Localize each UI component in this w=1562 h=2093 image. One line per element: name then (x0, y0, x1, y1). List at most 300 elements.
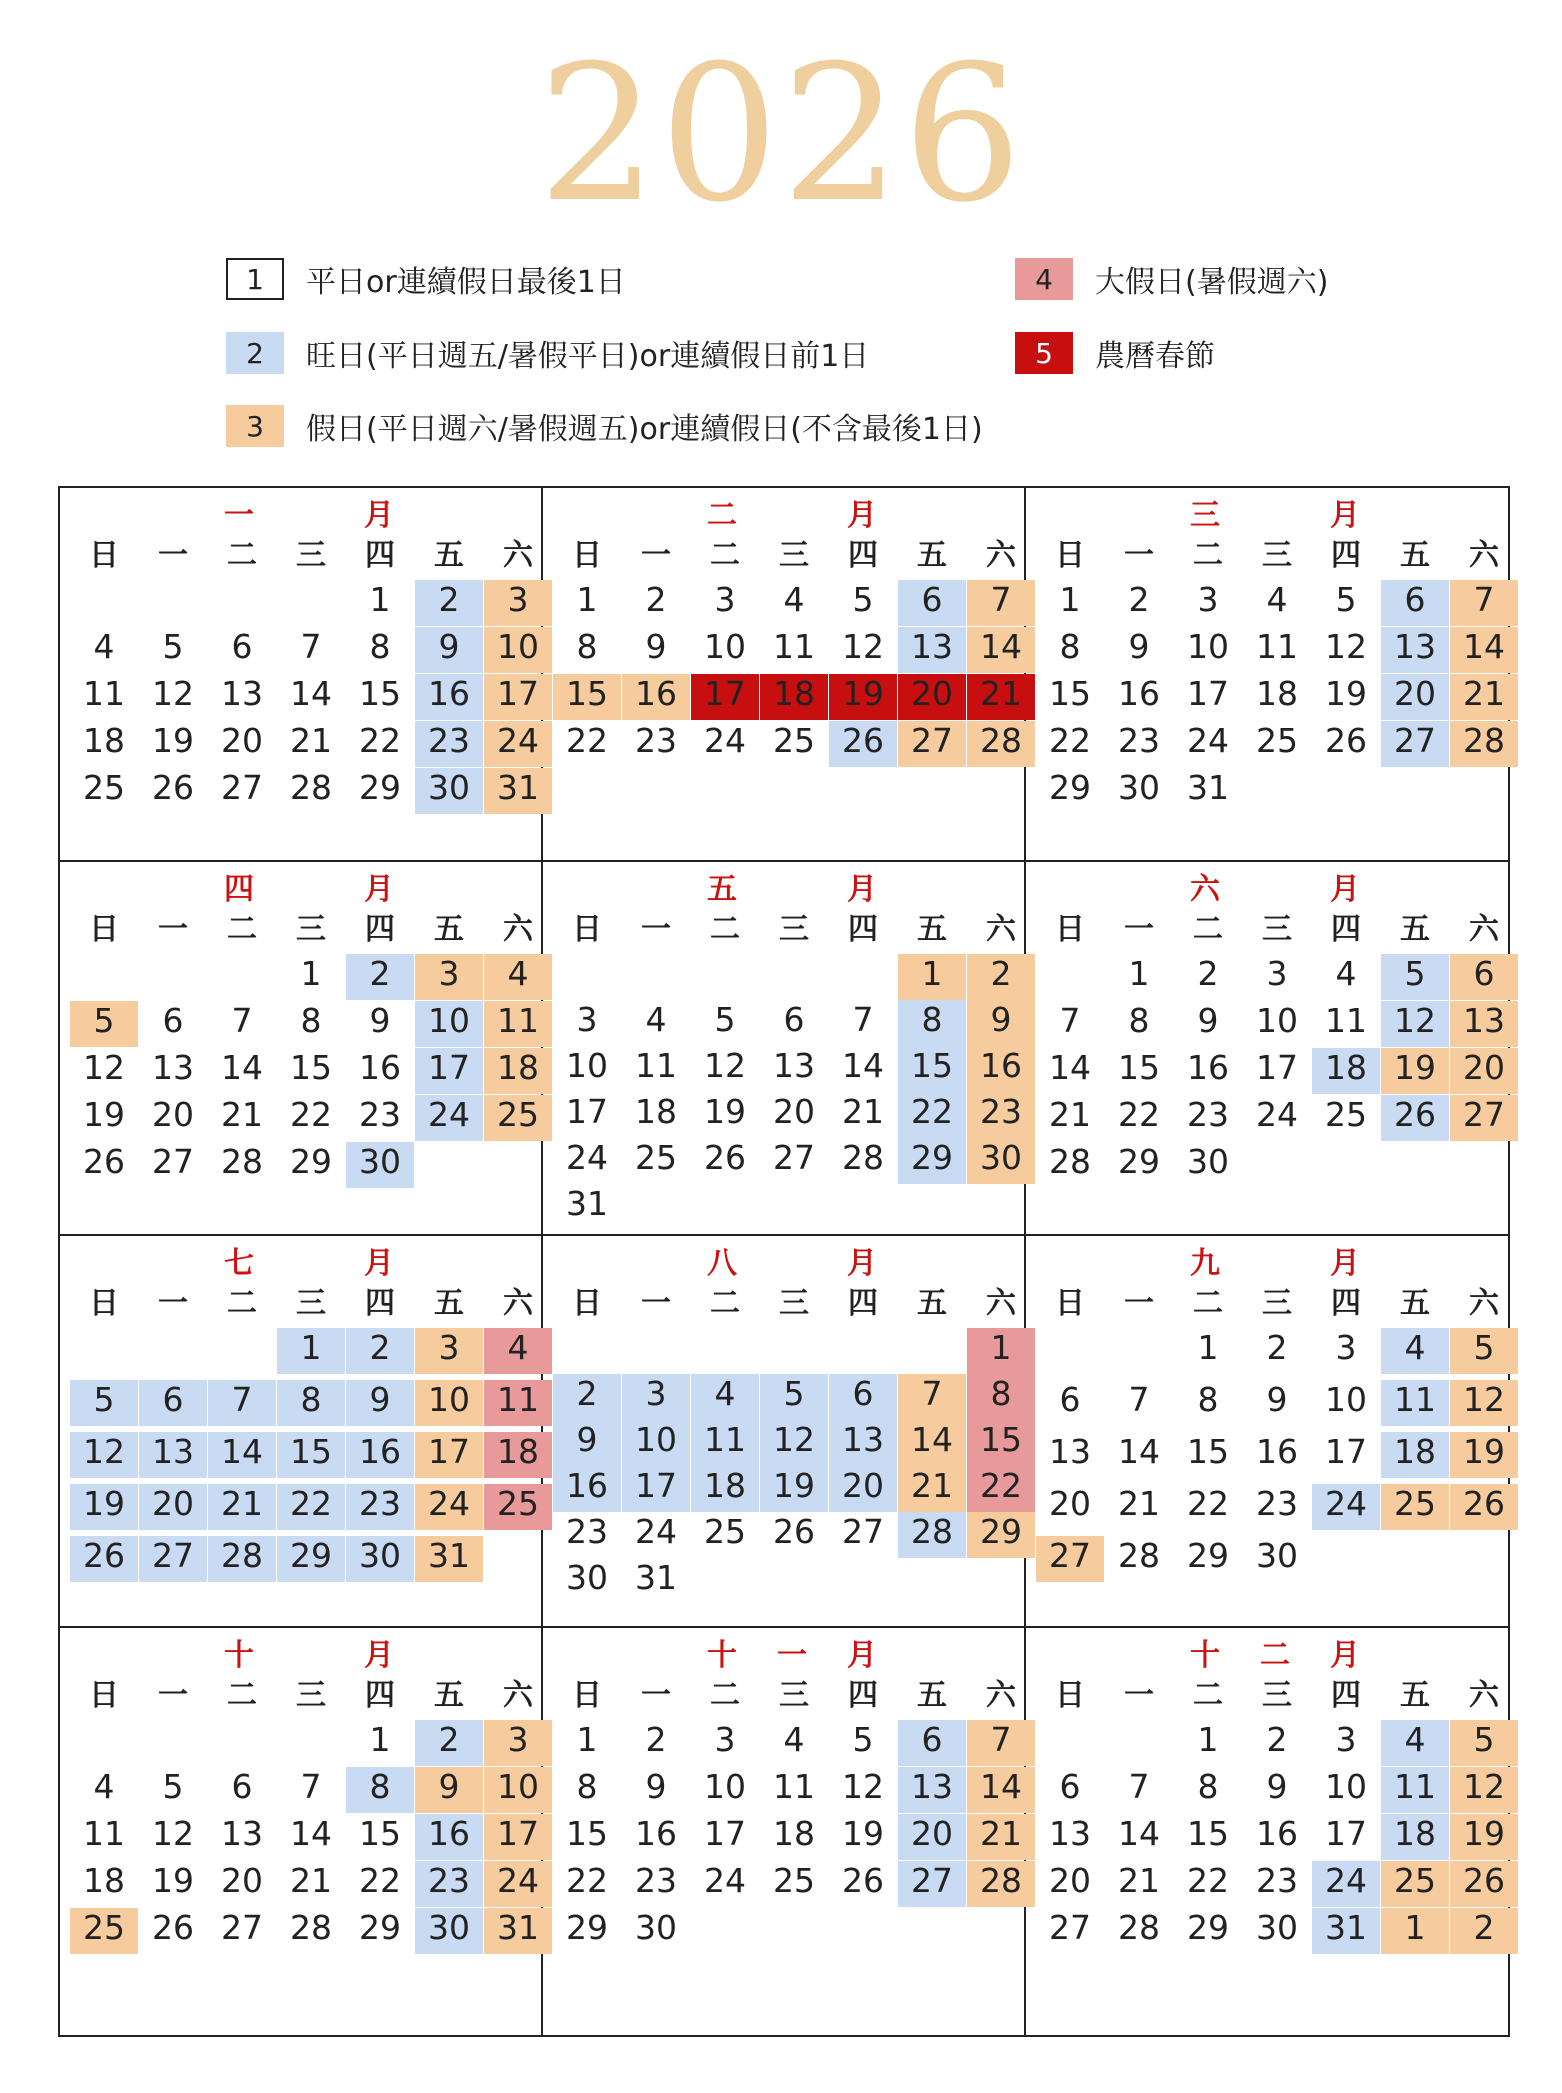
day-cell[interactable]: 5 (162, 1767, 184, 1806)
day-cell[interactable]: 9 (1128, 627, 1150, 666)
day-cell[interactable]: 17 (1256, 1048, 1298, 1087)
day-cell[interactable]: 12 (70, 1432, 138, 1478)
day-cell[interactable]: 18 (484, 1432, 552, 1478)
day-cell[interactable]: 26 (842, 1861, 884, 1900)
day-cell[interactable]: 26 (829, 721, 897, 767)
day-cell[interactable]: 10 (1325, 1380, 1367, 1419)
day-cell[interactable]: 9 (645, 627, 667, 666)
day-cell[interactable]: 17 (484, 674, 552, 720)
day-cell[interactable]: 10 (1256, 1001, 1298, 1040)
day-cell[interactable]: 23 (1256, 1484, 1298, 1523)
day-cell[interactable]: 10 (566, 1046, 608, 1085)
day-cell[interactable]: 7 (300, 1767, 322, 1806)
day-cell[interactable]: 27 (139, 1536, 207, 1582)
day-cell[interactable]: 12 (152, 674, 194, 713)
day-cell[interactable]: 6 (1450, 954, 1518, 1000)
day-cell[interactable]: 22 (1118, 1095, 1160, 1134)
day-cell[interactable]: 12 (1450, 1767, 1518, 1813)
day-cell[interactable]: 19 (152, 721, 194, 760)
day-cell[interactable]: 5 (70, 1001, 138, 1047)
day-cell[interactable]: 7 (1059, 1001, 1081, 1040)
day-cell[interactable]: 17 (1325, 1432, 1367, 1471)
day-cell[interactable]: 7 (967, 580, 1035, 626)
day-cell[interactable]: 13 (221, 674, 263, 713)
day-cell[interactable]: 22 (1187, 1484, 1229, 1523)
day-cell[interactable]: 2 (1450, 1908, 1518, 1954)
day-cell[interactable]: 29 (290, 1142, 332, 1181)
day-cell[interactable]: 21 (208, 1484, 276, 1530)
day-cell[interactable]: 6 (1059, 1380, 1081, 1419)
day-cell[interactable]: 16 (553, 1466, 621, 1512)
day-cell[interactable]: 20 (1049, 1861, 1091, 1900)
day-cell[interactable]: 18 (484, 1048, 552, 1094)
day-cell[interactable]: 5 (852, 580, 874, 619)
day-cell[interactable]: 21 (898, 1466, 966, 1512)
day-cell[interactable]: 2 (346, 1328, 414, 1374)
day-cell[interactable]: 24 (484, 1861, 552, 1907)
day-cell[interactable]: 26 (1450, 1861, 1518, 1907)
day-cell[interactable]: 7 (231, 1001, 253, 1040)
day-cell[interactable]: 19 (829, 674, 897, 720)
day-cell[interactable]: 28 (1450, 721, 1518, 767)
day-cell[interactable]: 16 (359, 1048, 401, 1087)
day-cell[interactable]: 27 (1450, 1095, 1518, 1141)
day-cell[interactable]: 8 (1128, 1001, 1150, 1040)
day-cell[interactable]: 29 (1049, 768, 1091, 807)
day-cell[interactable]: 9 (967, 1000, 1035, 1046)
day-cell[interactable]: 8 (1197, 1767, 1219, 1806)
day-cell[interactable]: 24 (635, 1512, 677, 1551)
day-cell[interactable]: 18 (83, 1861, 125, 1900)
day-cell[interactable]: 8 (1059, 627, 1081, 666)
day-cell[interactable]: 10 (622, 1420, 690, 1466)
day-cell[interactable]: 24 (704, 721, 746, 760)
day-cell[interactable]: 11 (484, 1380, 552, 1426)
day-cell[interactable]: 6 (139, 1380, 207, 1426)
day-cell[interactable]: 16 (346, 1432, 414, 1478)
day-cell[interactable]: 31 (566, 1184, 608, 1223)
day-cell[interactable]: 10 (415, 1380, 483, 1426)
day-cell[interactable]: 6 (783, 1000, 805, 1039)
day-cell[interactable]: 16 (967, 1046, 1035, 1092)
day-cell[interactable]: 22 (277, 1484, 345, 1530)
day-cell[interactable]: 27 (898, 1861, 966, 1907)
day-cell[interactable]: 15 (359, 674, 401, 713)
day-cell[interactable]: 16 (622, 674, 690, 720)
day-cell[interactable]: 14 (1049, 1048, 1091, 1087)
day-cell[interactable]: 15 (553, 674, 621, 720)
day-cell[interactable]: 13 (152, 1048, 194, 1087)
day-cell[interactable]: 6 (829, 1374, 897, 1420)
day-cell[interactable]: 30 (346, 1142, 414, 1188)
day-cell[interactable]: 8 (300, 1001, 322, 1040)
day-cell[interactable]: 30 (635, 1908, 677, 1947)
day-cell[interactable]: 14 (290, 1814, 332, 1853)
day-cell[interactable]: 17 (484, 1814, 552, 1860)
day-cell[interactable]: 6 (231, 627, 253, 666)
day-cell[interactable]: 31 (484, 1908, 552, 1954)
day-cell[interactable]: 25 (773, 1861, 815, 1900)
day-cell[interactable]: 22 (967, 1466, 1035, 1512)
day-cell[interactable]: 17 (415, 1048, 483, 1094)
day-cell[interactable]: 5 (1335, 580, 1357, 619)
day-cell[interactable]: 25 (484, 1484, 552, 1530)
day-cell[interactable]: 29 (359, 1908, 401, 1947)
day-cell[interactable]: 1 (576, 580, 598, 619)
day-cell[interactable]: 22 (359, 1861, 401, 1900)
day-cell[interactable]: 10 (484, 1767, 552, 1813)
day-cell[interactable]: 19 (1381, 1048, 1449, 1094)
day-cell[interactable]: 18 (1256, 674, 1298, 713)
day-cell[interactable]: 28 (967, 1861, 1035, 1907)
day-cell[interactable]: 11 (484, 1001, 552, 1047)
day-cell[interactable]: 28 (1118, 1908, 1160, 1947)
day-cell[interactable]: 30 (1256, 1908, 1298, 1947)
day-cell[interactable]: 18 (635, 1092, 677, 1131)
day-cell[interactable]: 20 (1381, 674, 1449, 720)
day-cell[interactable]: 19 (1450, 1814, 1518, 1860)
day-cell[interactable]: 1 (1197, 1720, 1219, 1759)
day-cell[interactable]: 1 (898, 954, 966, 1000)
day-cell[interactable]: 28 (898, 1512, 966, 1558)
day-cell[interactable]: 10 (1187, 627, 1229, 666)
day-cell[interactable]: 5 (1450, 1328, 1518, 1374)
day-cell[interactable]: 27 (898, 721, 966, 767)
day-cell[interactable]: 2 (967, 954, 1035, 1000)
day-cell[interactable]: 28 (221, 1142, 263, 1181)
day-cell[interactable]: 31 (415, 1536, 483, 1582)
day-cell[interactable]: 8 (369, 627, 391, 666)
day-cell[interactable]: 28 (208, 1536, 276, 1582)
day-cell[interactable]: 19 (842, 1814, 884, 1853)
day-cell[interactable]: 8 (576, 1767, 598, 1806)
day-cell[interactable]: 2 (645, 1720, 667, 1759)
day-cell[interactable]: 23 (415, 721, 483, 767)
day-cell[interactable]: 24 (1187, 721, 1229, 760)
day-cell[interactable]: 10 (704, 1767, 746, 1806)
day-cell[interactable]: 25 (773, 721, 815, 760)
day-cell[interactable]: 27 (221, 1908, 263, 1947)
day-cell[interactable]: 1 (300, 954, 322, 993)
day-cell[interactable]: 13 (829, 1420, 897, 1466)
day-cell[interactable]: 25 (1325, 1095, 1367, 1134)
day-cell[interactable]: 16 (415, 1814, 483, 1860)
day-cell[interactable]: 29 (566, 1908, 608, 1947)
day-cell[interactable]: 1 (369, 1720, 391, 1759)
day-cell[interactable]: 3 (576, 1000, 598, 1039)
day-cell[interactable]: 23 (967, 1092, 1035, 1138)
day-cell[interactable]: 12 (704, 1046, 746, 1085)
day-cell[interactable]: 11 (1381, 1767, 1449, 1813)
day-cell[interactable]: 12 (83, 1048, 125, 1087)
day-cell[interactable]: 5 (162, 627, 184, 666)
day-cell[interactable]: 11 (773, 627, 815, 666)
day-cell[interactable]: 11 (83, 674, 125, 713)
day-cell[interactable]: 9 (553, 1420, 621, 1466)
day-cell[interactable]: 30 (566, 1558, 608, 1597)
day-cell[interactable]: 3 (415, 1328, 483, 1374)
day-cell[interactable]: 17 (1187, 674, 1229, 713)
day-cell[interactable]: 2 (346, 954, 414, 1000)
day-cell[interactable]: 18 (83, 721, 125, 760)
day-cell[interactable]: 30 (346, 1536, 414, 1582)
day-cell[interactable]: 4 (645, 1000, 667, 1039)
day-cell[interactable]: 16 (1256, 1814, 1298, 1853)
day-cell[interactable]: 16 (1118, 674, 1160, 713)
day-cell[interactable]: 24 (1312, 1861, 1380, 1907)
day-cell[interactable]: 26 (1450, 1484, 1518, 1530)
day-cell[interactable]: 24 (566, 1138, 608, 1177)
day-cell[interactable]: 14 (290, 674, 332, 713)
day-cell[interactable]: 7 (1128, 1380, 1150, 1419)
day-cell[interactable]: 29 (967, 1512, 1035, 1558)
day-cell[interactable]: 12 (1450, 1380, 1518, 1426)
day-cell[interactable]: 1 (1059, 580, 1081, 619)
day-cell[interactable]: 20 (773, 1092, 815, 1131)
day-cell[interactable]: 9 (415, 1767, 483, 1813)
day-cell[interactable]: 9 (346, 1380, 414, 1426)
day-cell[interactable]: 3 (484, 580, 552, 626)
day-cell[interactable]: 15 (967, 1420, 1035, 1466)
day-cell[interactable]: 15 (290, 1048, 332, 1087)
day-cell[interactable]: 3 (1197, 580, 1219, 619)
day-cell[interactable]: 15 (1187, 1814, 1229, 1853)
day-cell[interactable]: 25 (484, 1095, 552, 1141)
day-cell[interactable]: 22 (1187, 1861, 1229, 1900)
day-cell[interactable]: 14 (967, 627, 1035, 673)
day-cell[interactable]: 16 (1256, 1432, 1298, 1471)
day-cell[interactable]: 23 (635, 721, 677, 760)
day-cell[interactable]: 6 (231, 1767, 253, 1806)
day-cell[interactable]: 26 (70, 1536, 138, 1582)
day-cell[interactable]: 29 (277, 1536, 345, 1582)
day-cell[interactable]: 14 (1118, 1814, 1160, 1853)
day-cell[interactable]: 24 (1256, 1095, 1298, 1134)
day-cell[interactable]: 21 (1118, 1484, 1160, 1523)
day-cell[interactable]: 23 (1256, 1861, 1298, 1900)
day-cell[interactable]: 17 (691, 674, 759, 720)
day-cell[interactable]: 4 (691, 1374, 759, 1420)
day-cell[interactable]: 7 (898, 1374, 966, 1420)
day-cell[interactable]: 2 (645, 580, 667, 619)
day-cell[interactable]: 10 (484, 627, 552, 673)
day-cell[interactable]: 15 (277, 1432, 345, 1478)
day-cell[interactable]: 9 (1197, 1001, 1219, 1040)
day-cell[interactable]: 4 (783, 1720, 805, 1759)
day-cell[interactable]: 21 (221, 1095, 263, 1134)
day-cell[interactable]: 25 (704, 1512, 746, 1551)
day-cell[interactable]: 25 (83, 768, 125, 807)
day-cell[interactable]: 1 (1197, 1328, 1219, 1367)
day-cell[interactable]: 30 (415, 1908, 483, 1954)
day-cell[interactable]: 25 (635, 1138, 677, 1177)
day-cell[interactable]: 20 (898, 674, 966, 720)
day-cell[interactable]: 4 (93, 1767, 115, 1806)
day-cell[interactable]: 28 (290, 768, 332, 807)
day-cell[interactable]: 9 (415, 627, 483, 673)
day-cell[interactable]: 22 (898, 1092, 966, 1138)
day-cell[interactable]: 3 (415, 954, 483, 1000)
day-cell[interactable]: 19 (70, 1484, 138, 1530)
day-cell[interactable]: 11 (1256, 627, 1298, 666)
day-cell[interactable]: 15 (566, 1814, 608, 1853)
day-cell[interactable]: 10 (1325, 1767, 1367, 1806)
day-cell[interactable]: 21 (290, 1861, 332, 1900)
day-cell[interactable]: 25 (1381, 1484, 1449, 1530)
day-cell[interactable]: 26 (704, 1138, 746, 1177)
day-cell[interactable]: 26 (83, 1142, 125, 1181)
day-cell[interactable]: 15 (1187, 1432, 1229, 1471)
day-cell[interactable]: 3 (1266, 954, 1288, 993)
day-cell[interactable]: 14 (898, 1420, 966, 1466)
day-cell[interactable]: 24 (415, 1484, 483, 1530)
day-cell[interactable]: 5 (70, 1380, 138, 1426)
day-cell[interactable]: 22 (359, 721, 401, 760)
day-cell[interactable]: 18 (760, 674, 828, 720)
day-cell[interactable]: 11 (1325, 1001, 1367, 1040)
day-cell[interactable]: 5 (1381, 954, 1449, 1000)
day-cell[interactable]: 13 (221, 1814, 263, 1853)
day-cell[interactable]: 23 (566, 1512, 608, 1551)
day-cell[interactable]: 30 (415, 768, 483, 814)
day-cell[interactable]: 5 (760, 1374, 828, 1420)
day-cell[interactable]: 23 (1187, 1095, 1229, 1134)
day-cell[interactable]: 4 (783, 580, 805, 619)
day-cell[interactable]: 26 (152, 1908, 194, 1947)
day-cell[interactable]: 11 (635, 1046, 677, 1085)
day-cell[interactable]: 4 (1381, 1720, 1449, 1766)
day-cell[interactable]: 19 (152, 1861, 194, 1900)
day-cell[interactable]: 5 (714, 1000, 736, 1039)
day-cell[interactable]: 21 (842, 1092, 884, 1131)
day-cell[interactable]: 27 (152, 1142, 194, 1181)
day-cell[interactable]: 4 (93, 627, 115, 666)
day-cell[interactable]: 29 (898, 1138, 966, 1184)
day-cell[interactable]: 2 (1266, 1328, 1288, 1367)
day-cell[interactable]: 14 (1118, 1432, 1160, 1471)
day-cell[interactable]: 3 (484, 1720, 552, 1766)
day-cell[interactable]: 26 (1381, 1095, 1449, 1141)
day-cell[interactable]: 18 (773, 1814, 815, 1853)
day-cell[interactable]: 3 (1335, 1720, 1357, 1759)
day-cell[interactable]: 28 (967, 721, 1035, 767)
day-cell[interactable]: 12 (152, 1814, 194, 1853)
day-cell[interactable]: 16 (635, 1814, 677, 1853)
day-cell[interactable]: 10 (415, 1001, 483, 1047)
day-cell[interactable]: 29 (1187, 1536, 1229, 1575)
day-cell[interactable]: 16 (415, 674, 483, 720)
day-cell[interactable]: 19 (1325, 674, 1367, 713)
day-cell[interactable]: 26 (773, 1512, 815, 1551)
day-cell[interactable]: 13 (1381, 627, 1449, 673)
day-cell[interactable]: 12 (842, 1767, 884, 1806)
day-cell[interactable]: 18 (1381, 1432, 1449, 1478)
day-cell[interactable]: 2 (1197, 954, 1219, 993)
day-cell[interactable]: 8 (277, 1380, 345, 1426)
day-cell[interactable]: 20 (1450, 1048, 1518, 1094)
day-cell[interactable]: 30 (967, 1138, 1035, 1184)
day-cell[interactable]: 30 (1118, 768, 1160, 807)
day-cell[interactable]: 24 (704, 1861, 746, 1900)
day-cell[interactable]: 28 (290, 1908, 332, 1947)
day-cell[interactable]: 20 (152, 1095, 194, 1134)
day-cell[interactable]: 19 (1450, 1432, 1518, 1478)
day-cell[interactable]: 26 (1325, 721, 1367, 760)
day-cell[interactable]: 11 (773, 1767, 815, 1806)
day-cell[interactable]: 31 (484, 768, 552, 814)
day-cell[interactable]: 12 (842, 627, 884, 666)
day-cell[interactable]: 8 (967, 1374, 1035, 1420)
day-cell[interactable]: 14 (221, 1048, 263, 1087)
day-cell[interactable]: 17 (622, 1466, 690, 1512)
day-cell[interactable]: 9 (645, 1767, 667, 1806)
day-cell[interactable]: 27 (1036, 1536, 1104, 1582)
day-cell[interactable]: 27 (221, 768, 263, 807)
day-cell[interactable]: 29 (1118, 1142, 1160, 1181)
day-cell[interactable]: 7 (1128, 1767, 1150, 1806)
day-cell[interactable]: 24 (484, 721, 552, 767)
day-cell[interactable]: 10 (704, 627, 746, 666)
day-cell[interactable]: 17 (415, 1432, 483, 1478)
day-cell[interactable]: 14 (208, 1432, 276, 1478)
day-cell[interactable]: 29 (359, 768, 401, 807)
day-cell[interactable]: 12 (1325, 627, 1367, 666)
day-cell[interactable]: 18 (1312, 1048, 1380, 1094)
day-cell[interactable]: 2 (1128, 580, 1150, 619)
day-cell[interactable]: 20 (139, 1484, 207, 1530)
day-cell[interactable]: 6 (898, 1720, 966, 1766)
day-cell[interactable]: 1 (1381, 1908, 1449, 1954)
day-cell[interactable]: 22 (290, 1095, 332, 1134)
day-cell[interactable]: 7 (967, 1720, 1035, 1766)
day-cell[interactable]: 4 (484, 1328, 552, 1374)
day-cell[interactable]: 4 (484, 954, 552, 1000)
day-cell[interactable]: 15 (359, 1814, 401, 1853)
day-cell[interactable]: 21 (1049, 1095, 1091, 1134)
day-cell[interactable]: 2 (553, 1374, 621, 1420)
day-cell[interactable]: 8 (346, 1767, 414, 1813)
day-cell[interactable]: 27 (1381, 721, 1449, 767)
day-cell[interactable]: 27 (1049, 1908, 1091, 1947)
day-cell[interactable]: 26 (152, 768, 194, 807)
day-cell[interactable]: 19 (760, 1466, 828, 1512)
day-cell[interactable]: 28 (1049, 1142, 1091, 1181)
day-cell[interactable]: 7 (300, 627, 322, 666)
day-cell[interactable]: 21 (967, 674, 1035, 720)
day-cell[interactable]: 25 (70, 1908, 138, 1954)
day-cell[interactable]: 23 (415, 1861, 483, 1907)
day-cell[interactable]: 9 (369, 1001, 391, 1040)
day-cell[interactable]: 17 (566, 1092, 608, 1131)
day-cell[interactable]: 3 (714, 1720, 736, 1759)
day-cell[interactable]: 1 (369, 580, 391, 619)
day-cell[interactable]: 21 (1118, 1861, 1160, 1900)
day-cell[interactable]: 18 (1381, 1814, 1449, 1860)
day-cell[interactable]: 1 (1128, 954, 1150, 993)
day-cell[interactable]: 8 (898, 1000, 966, 1046)
day-cell[interactable]: 9 (1266, 1380, 1288, 1419)
day-cell[interactable]: 13 (1049, 1432, 1091, 1471)
day-cell[interactable]: 14 (842, 1046, 884, 1085)
day-cell[interactable]: 14 (967, 1767, 1035, 1813)
day-cell[interactable]: 30 (1256, 1536, 1298, 1575)
day-cell[interactable]: 29 (1187, 1908, 1229, 1947)
day-cell[interactable]: 14 (1450, 627, 1518, 673)
day-cell[interactable]: 5 (852, 1720, 874, 1759)
day-cell[interactable]: 12 (760, 1420, 828, 1466)
day-cell[interactable]: 13 (898, 627, 966, 673)
day-cell[interactable]: 22 (1049, 721, 1091, 760)
